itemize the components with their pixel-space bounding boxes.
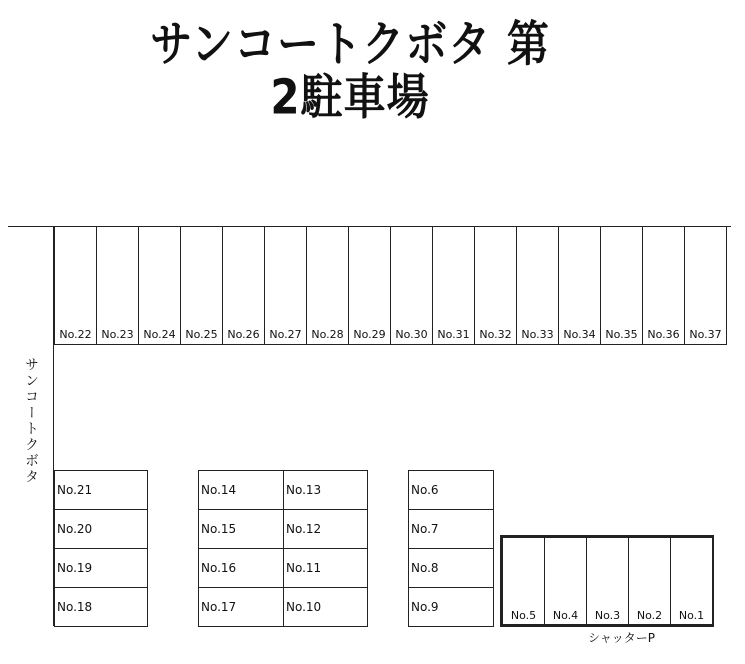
parking-space-label: No.35 — [605, 328, 638, 341]
parking-space-label: No.15 — [201, 522, 237, 536]
parking-space-label: No.16 — [201, 561, 237, 575]
parking-space-label: No.29 — [353, 328, 386, 341]
parking-space-label: No.9 — [411, 600, 439, 614]
parking-space-label: No.28 — [311, 328, 344, 341]
parking-space-label: No.17 — [201, 600, 237, 614]
parking-space — [198, 587, 284, 627]
parking-space — [283, 587, 368, 627]
parking-space — [586, 537, 629, 625]
parking-space — [96, 226, 139, 345]
parking-space — [264, 226, 307, 345]
parking-space — [408, 509, 494, 549]
parking-space — [408, 470, 494, 510]
parking-space-label: No.36 — [647, 328, 680, 341]
parking-space-label: No.22 — [59, 328, 92, 341]
parking-space-label: No.26 — [227, 328, 260, 341]
parking-space-label: No.18 — [57, 600, 93, 614]
parking-space — [180, 226, 223, 345]
parking-space-label: No.30 — [395, 328, 428, 341]
parking-space — [684, 226, 727, 345]
parking-space — [54, 509, 148, 549]
parking-space — [558, 226, 601, 345]
parking-space-label: No.12 — [286, 522, 322, 536]
parking-space-label: No.1 — [678, 609, 705, 622]
parking-space-label: No.8 — [411, 561, 439, 575]
parking-space — [670, 537, 713, 625]
parking-space-label: No.25 — [185, 328, 218, 341]
parking-space — [408, 548, 494, 588]
parking-space — [474, 226, 517, 345]
parking-space-label: No.4 — [552, 609, 579, 622]
shutter-caption: シャッターP — [588, 631, 655, 645]
parking-space-label: No.14 — [201, 483, 237, 497]
parking-space-label: No.7 — [411, 522, 439, 536]
parking-space-label: No.11 — [286, 561, 322, 575]
parking-space-label: No.2 — [636, 609, 663, 622]
parking-space — [198, 548, 284, 588]
parking-space-label: No.31 — [437, 328, 470, 341]
parking-space-label: No.32 — [479, 328, 512, 341]
top-row-outline — [8, 226, 731, 227]
parking-space-label: No.27 — [269, 328, 302, 341]
parking-space-label: No.21 — [57, 483, 93, 497]
parking-space-label: No.24 — [143, 328, 176, 341]
parking-space — [408, 587, 494, 627]
parking-space-label: No.5 — [510, 609, 537, 622]
parking-space — [54, 548, 148, 588]
parking-space — [544, 537, 587, 625]
parking-space — [54, 226, 97, 345]
parking-space-label: No.10 — [286, 600, 322, 614]
parking-space — [306, 226, 349, 345]
parking-space-label: No.20 — [57, 522, 93, 536]
parking-space-label: No.23 — [101, 328, 134, 341]
parking-space — [54, 587, 148, 627]
parking-space — [432, 226, 475, 345]
parking-space — [198, 470, 284, 510]
parking-space — [198, 509, 284, 549]
parking-space — [54, 470, 148, 510]
parking-space — [516, 226, 559, 345]
parking-space-label: No.13 — [286, 483, 322, 497]
page-title: サンコートクボタ 第2駐車場 — [150, 15, 550, 126]
parking-space-label: No.6 — [411, 483, 439, 497]
parking-space — [390, 226, 433, 345]
parking-space — [502, 537, 545, 625]
parking-space — [138, 226, 181, 345]
parking-space-label: No.19 — [57, 561, 93, 575]
parking-space — [283, 548, 368, 588]
parking-space — [222, 226, 265, 345]
building-label: サンコートクボタ — [23, 357, 39, 485]
parking-space-label: No.33 — [521, 328, 554, 341]
parking-space — [642, 226, 685, 345]
parking-space — [600, 226, 643, 345]
parking-space — [283, 470, 368, 510]
parking-space-label: No.34 — [563, 328, 596, 341]
parking-space-label: No.37 — [689, 328, 722, 341]
parking-space — [628, 537, 671, 625]
parking-space — [283, 509, 368, 549]
parking-space — [348, 226, 391, 345]
parking-space-label: No.3 — [594, 609, 621, 622]
